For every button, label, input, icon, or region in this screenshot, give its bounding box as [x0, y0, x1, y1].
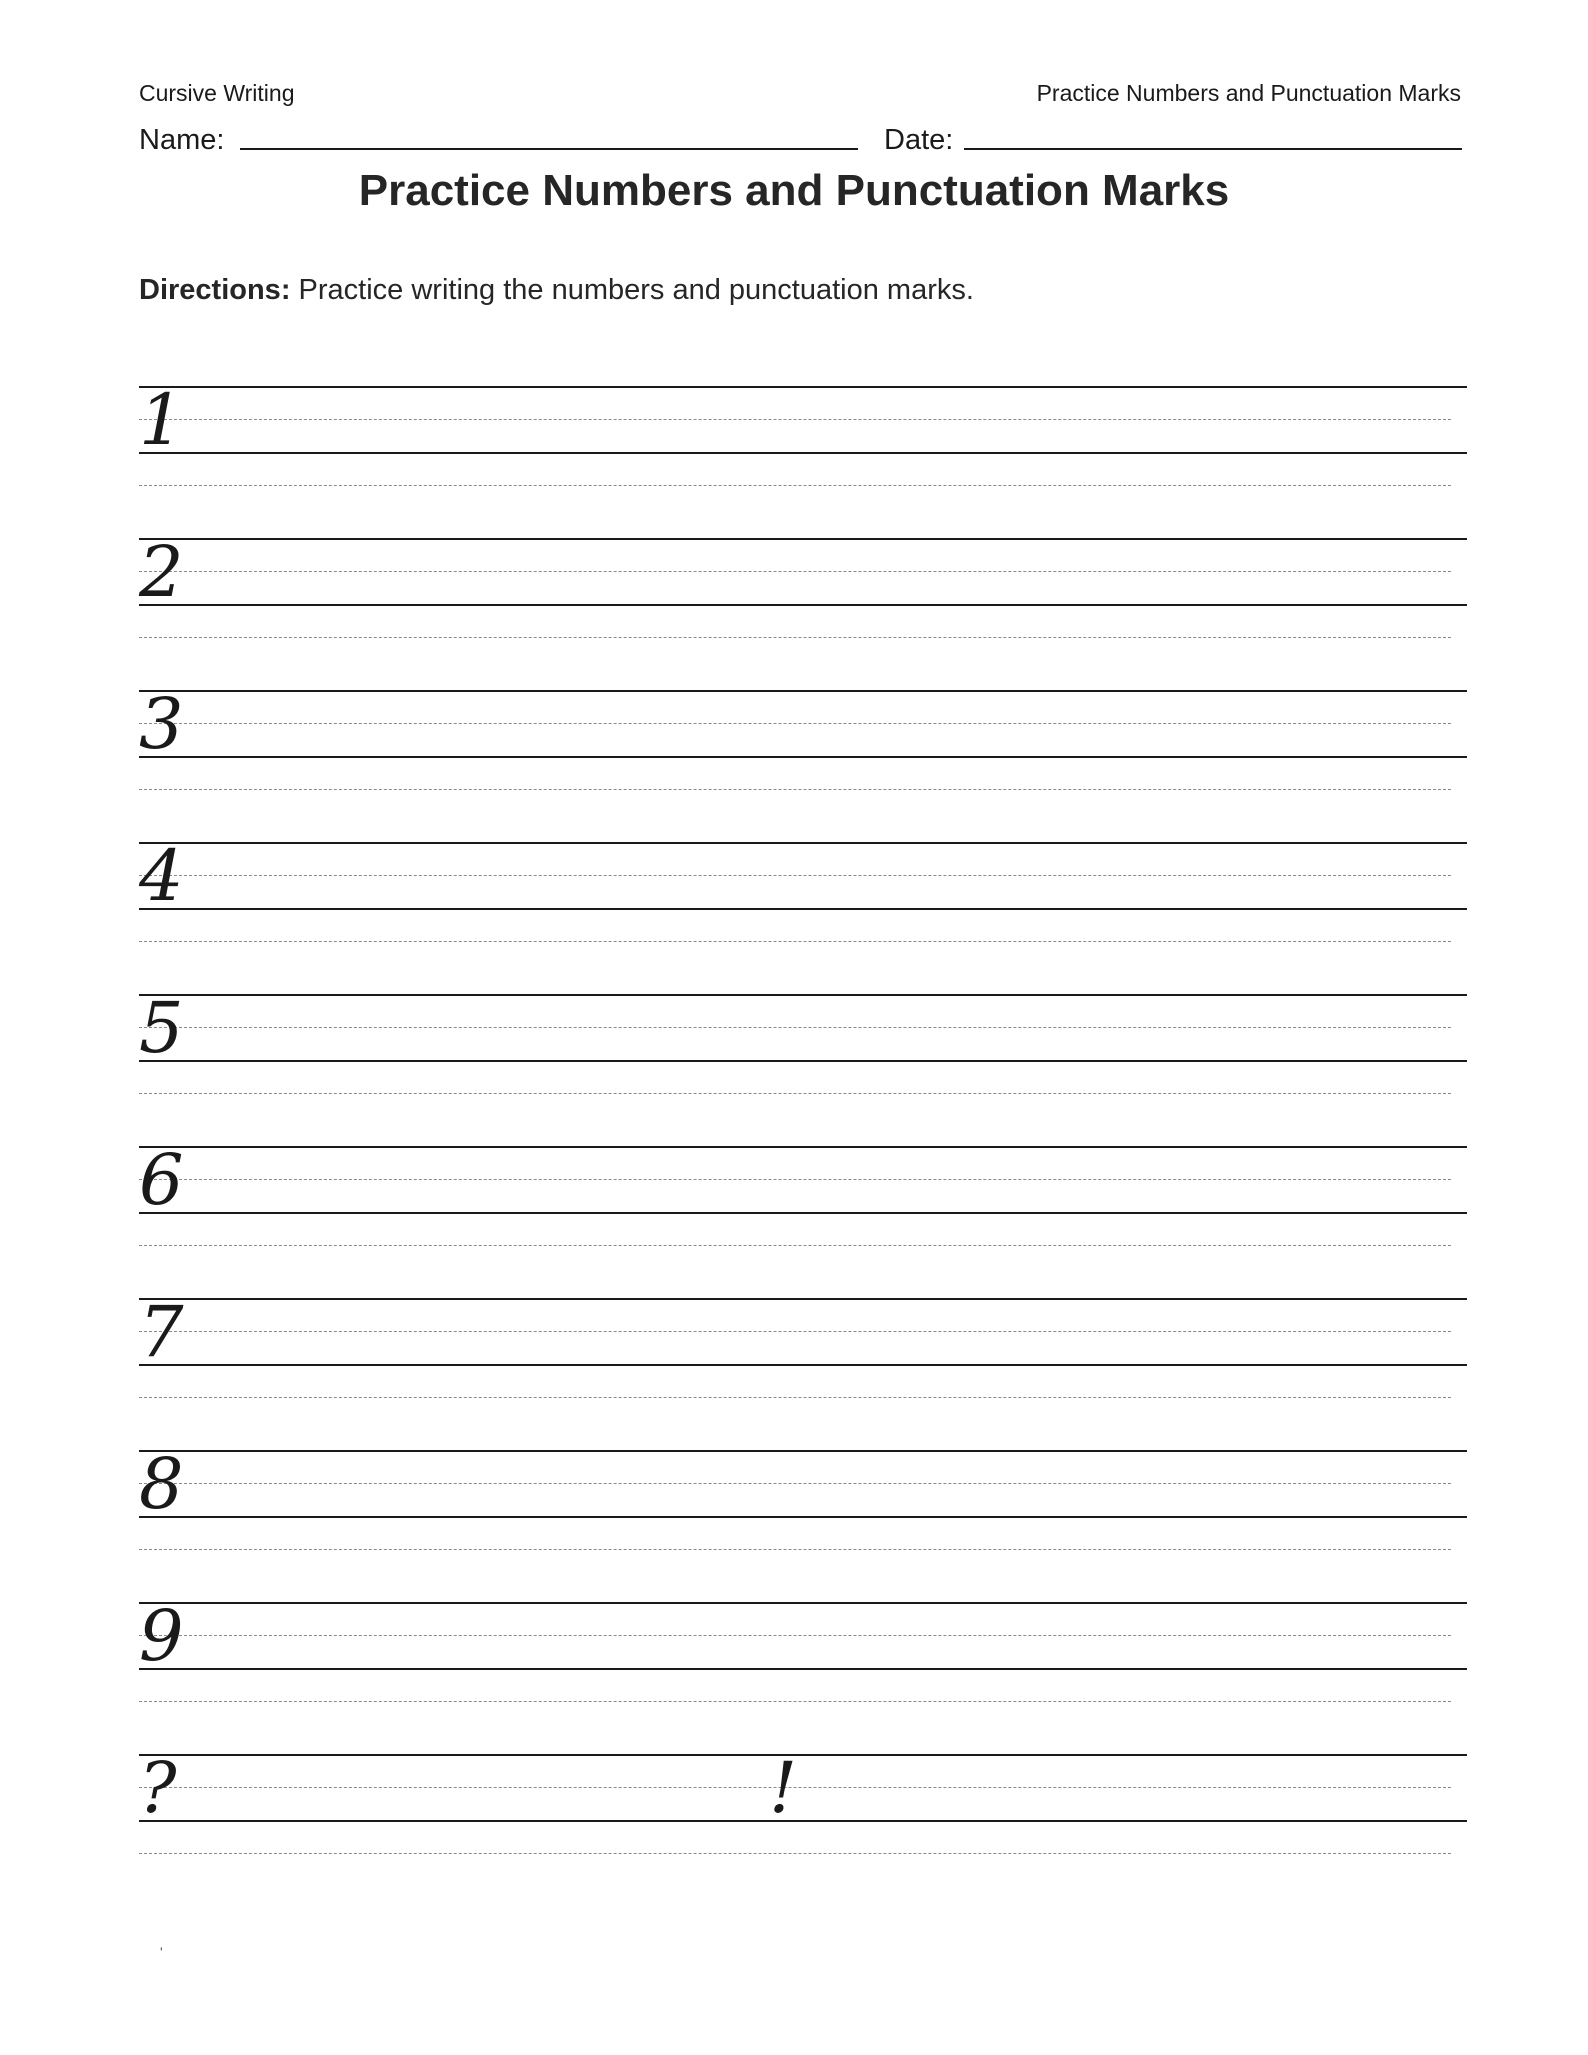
line-desc-guide: [139, 789, 1451, 790]
line-mid-guide: [139, 1331, 1451, 1332]
line-base-guide: [139, 1060, 1467, 1062]
line-base-guide: [139, 452, 1467, 454]
line-base-guide: [139, 1668, 1467, 1670]
line-mid-guide: [139, 571, 1451, 572]
directions: [139, 274, 974, 307]
line-mid-guide: [139, 419, 1451, 420]
line-desc-guide: [139, 1245, 1451, 1246]
model-glyph: 8: [139, 1443, 184, 1525]
line-mid-guide: [139, 1483, 1451, 1484]
directions-label: Directions:: [139, 274, 291, 306]
practice-row[interactable]: [139, 987, 1467, 1114]
line-desc-guide: [139, 1549, 1451, 1550]
practice-row[interactable]: [139, 379, 1467, 506]
line-mid-guide: [139, 1635, 1451, 1636]
line-base-guide: [139, 1364, 1467, 1366]
directions-text: Practice writing the numbers and punctuation marks.: [290, 274, 974, 306]
line-mid-guide: [139, 875, 1451, 876]
practice-row[interactable]: [139, 1595, 1467, 1722]
line-base-guide: [139, 1212, 1467, 1214]
model-glyph: 3: [139, 683, 184, 765]
header-left-text: Cursive Writing: [139, 80, 295, 106]
model-glyph: 9: [139, 1595, 184, 1677]
line-desc-guide: [139, 941, 1451, 942]
practice-row[interactable]: [139, 1747, 1467, 1874]
line-top-guide: [139, 1450, 1467, 1452]
line-base-guide: [139, 1516, 1467, 1518]
practice-row[interactable]: [139, 1139, 1467, 1266]
line-top-guide: [139, 1602, 1467, 1604]
model-glyph: 4: [139, 835, 184, 917]
line-desc-guide: [139, 1701, 1451, 1702]
line-top-guide: [139, 842, 1467, 844]
line-desc-guide: [139, 485, 1451, 486]
line-mid-guide: [139, 1179, 1451, 1180]
practice-row[interactable]: [139, 1291, 1467, 1418]
line-top-guide: [139, 690, 1467, 692]
practice-row[interactable]: [139, 1443, 1467, 1570]
practice-row[interactable]: [139, 531, 1467, 658]
line-base-guide: [139, 908, 1467, 910]
line-top-guide: [139, 386, 1467, 388]
model-glyph: 5: [139, 987, 184, 1069]
model-glyph: 6: [139, 1139, 184, 1221]
name-line[interactable]: [240, 148, 858, 150]
model-glyph: 1: [139, 379, 184, 461]
model-glyph: ?: [139, 1747, 177, 1829]
line-desc-guide: [139, 1397, 1451, 1398]
line-desc-guide: [139, 637, 1451, 638]
line-desc-guide: [139, 1093, 1451, 1094]
line-base-guide: [139, 1820, 1467, 1822]
line-top-guide: [139, 538, 1467, 540]
model-glyph: 7: [139, 1291, 184, 1373]
line-top-guide: [139, 1754, 1467, 1756]
line-top-guide: [139, 994, 1467, 996]
date-label: Date:: [884, 124, 954, 156]
line-mid-guide: [139, 1027, 1451, 1028]
practice-row[interactable]: [139, 683, 1467, 810]
line-base-guide: [139, 604, 1467, 606]
date-line[interactable]: [964, 148, 1462, 150]
line-base-guide: [139, 756, 1467, 758]
name-label: Name:: [139, 124, 225, 156]
practice-row[interactable]: [139, 835, 1467, 962]
model-glyph: 2: [139, 531, 184, 613]
line-top-guide: [139, 1298, 1467, 1300]
footer-mark: ': [160, 1944, 163, 1960]
line-top-guide: [139, 1146, 1467, 1148]
header-right-text: Practice Numbers and Punctuation Marks: [1036, 80, 1461, 106]
line-desc-guide: [139, 1853, 1451, 1854]
line-mid-guide: [139, 723, 1451, 724]
model-glyph: !: [769, 1747, 798, 1829]
page-title: Practice Numbers and Punctuation Marks: [358, 166, 1230, 215]
